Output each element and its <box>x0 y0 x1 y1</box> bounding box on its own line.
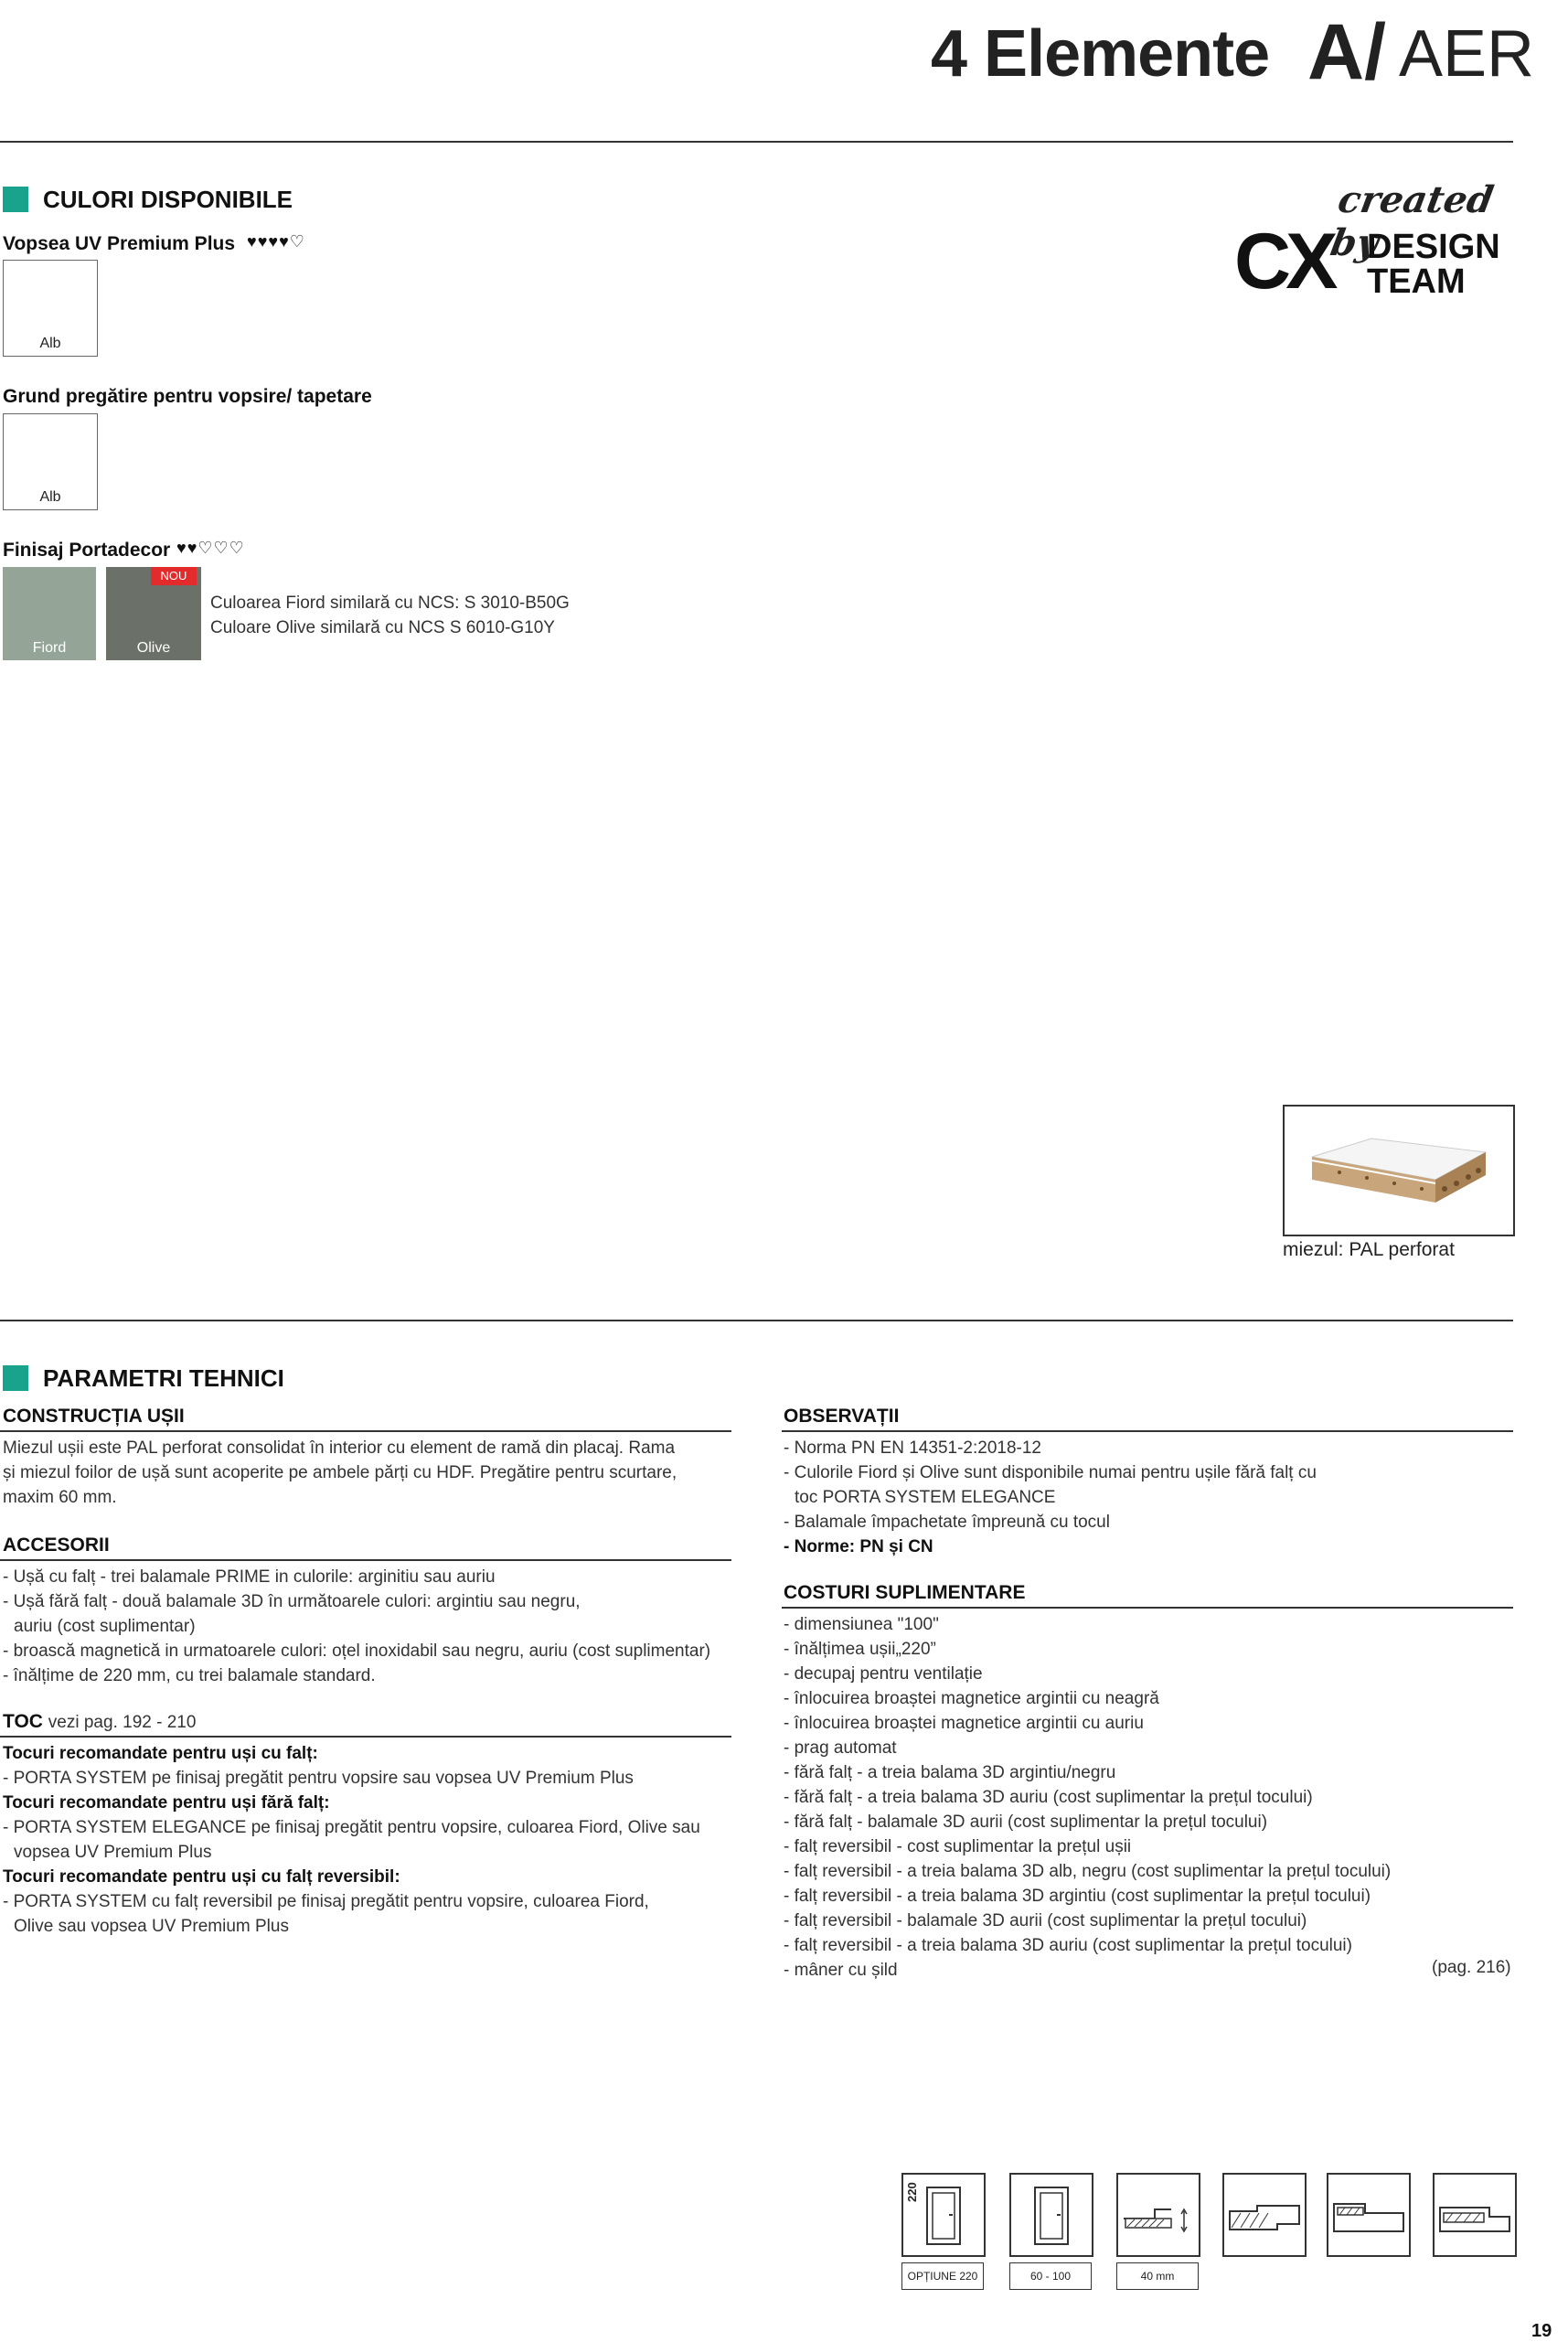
text-line: - Culorile Fiord și Olive sunt disponibile numai pentru ușile fără falț cu <box>784 1463 1317 1482</box>
text-line: - înlocuirea broaștei magnetice argintii cu auriu <box>784 1714 1144 1733</box>
toc-heading: TOC <box>3 1711 43 1732</box>
page-title-number: 4 Elemente <box>931 17 1270 91</box>
text-line: și miezul foilor de ușă sunt acoperite pe ambele părți cu HDF. Pregătire pentru scurtare, <box>3 1463 677 1482</box>
toc-page-ref: vezi pag. 192 - 210 <box>48 1713 197 1732</box>
text-line: - prag automat <box>784 1738 897 1758</box>
text-line: - falț reversibil - a treia balama 3D auriu (cost suplimentar la prețul tocului) <box>784 1936 1352 1955</box>
text-line: Tocuri recomandate pentru uși cu falț: <box>3 1744 318 1763</box>
text-line: auriu (cost suplimentar) <box>14 1617 196 1636</box>
text-line: maxim 60 mm. <box>3 1488 117 1507</box>
heading-underline <box>0 1736 731 1738</box>
text-line: - înlocuirea broaștei magnetice argintii cu neagră <box>784 1689 1159 1708</box>
text-line: - falț reversibil - cost suplimentar la prețul ușii <box>784 1837 1132 1856</box>
logo-cx: CX <box>1234 218 1333 305</box>
reversible-rebate-icon <box>1433 2173 1517 2257</box>
door-thickness-icon <box>1116 2173 1200 2257</box>
page-title-series: A/ <box>1307 8 1386 96</box>
section-divider <box>0 1320 1513 1321</box>
heading-underline <box>782 1430 1513 1432</box>
flush-door-icon <box>1327 2173 1411 2257</box>
colors-section-title: CULORI DISPONIBILE <box>43 186 293 213</box>
page-reference: (pag. 216) <box>1432 1958 1511 1977</box>
text-line: - decupaj pentru ventilație <box>784 1664 983 1684</box>
color-group-title: Finisaj Portadecor <box>3 540 171 561</box>
text-line: toc PORTA SYSTEM ELEGANCE <box>795 1488 1056 1507</box>
logo-created-by: created by <box>1327 178 1497 264</box>
observations-text <box>784 1436 1317 1559</box>
extra-costs-heading: COSTURI SUPLIMENTARE <box>784 1582 1026 1603</box>
caption-optiune-220: OPȚIUNE 220 <box>901 2262 984 2290</box>
text-line: - falț reversibil - a treia balama 3D argintiu (cost suplimentar la prețul tocului) <box>784 1887 1371 1906</box>
text-line: - înălțimea ușii„220” <box>784 1640 936 1659</box>
text-line: - Balamale împachetate împreună cu tocul <box>784 1513 1110 1532</box>
page-number: 19 <box>1531 2321 1552 2341</box>
swatch-alb <box>3 260 98 357</box>
page-title-model: AER <box>1399 17 1535 91</box>
construction-heading: CONSTRUCȚIA UȘII <box>3 1406 185 1427</box>
text-line: Miezul ușii este PAL perforat consolidat în interior cu element de ramă din placaj. Rama <box>3 1438 676 1458</box>
text-line: Tocuri recomandate pentru uși cu falț reversibil: <box>3 1867 400 1887</box>
observations-heading: OBSERVAȚII <box>784 1406 900 1427</box>
logo-design: DESIGN <box>1367 228 1500 266</box>
text-line: - Norme: PN și CN <box>784 1537 933 1556</box>
swatch-label: Alb <box>39 336 61 351</box>
text-line: vopsea UV Premium Plus <box>14 1843 212 1862</box>
new-badge: NOU <box>151 567 197 585</box>
ncs-note: Culoare Olive similară cu NCS S 6010-G10Y <box>210 618 555 637</box>
swatch-fiord <box>3 567 96 660</box>
tech-section-title: PARAMETRI TEHNICI <box>43 1364 284 1392</box>
ncs-note: Culoarea Fiord similară cu NCS: S 3010-B50G <box>210 594 570 613</box>
section-marker <box>3 187 28 212</box>
text-line: - PORTA SYSTEM cu falț reversibil pe finisaj pregătit pentru vopsire, culoarea Fiord, <box>3 1892 649 1911</box>
text-line: Tocuri recomandate pentru uși fără falț: <box>3 1793 330 1813</box>
pal-perforat-icon <box>1285 1107 1513 1235</box>
header-divider <box>0 141 1513 143</box>
swatch-label: Olive <box>136 640 171 656</box>
core-caption: miezul: PAL perforat <box>1283 1239 1455 1260</box>
toc-heading-line <box>3 1711 196 1733</box>
logo-team: TEAM <box>1367 262 1466 301</box>
section-marker <box>3 1365 28 1391</box>
core-material-image <box>1283 1105 1515 1236</box>
text-line: - fără falț - a treia balama 3D argintiu/negru <box>784 1763 1116 1782</box>
heading-underline <box>0 1430 731 1432</box>
swatch-alb <box>3 413 98 510</box>
text-line: Olive sau vopsea UV Premium Plus <box>14 1917 289 1936</box>
text-line: - înălțime de 220 mm, cu trei balamale standard. <box>3 1666 376 1685</box>
door-width-icon <box>1009 2173 1093 2257</box>
text-line: - Ușă cu falț - trei balamale PRIME in culorile: arginitiu sau auriu <box>3 1567 496 1587</box>
heading-underline <box>782 1607 1513 1609</box>
swatch-label: Fiord <box>32 640 67 656</box>
text-line: - falț reversibil - a treia balama 3D alb, negru (cost suplimentar la prețul tocului) <box>784 1862 1392 1881</box>
accessories-heading: ACCESORII <box>3 1535 110 1556</box>
rebated-door-icon <box>1222 2173 1307 2257</box>
caption-thickness: 40 mm <box>1116 2262 1199 2290</box>
cx-design-team-logo <box>1234 178 1518 305</box>
swatch-label: Alb <box>39 489 61 505</box>
caption-width: 60 - 100 <box>1009 2262 1092 2290</box>
heading-underline <box>0 1559 731 1561</box>
color-group-title: Vopsea UV Premium Plus <box>3 233 236 254</box>
text-line: - PORTA SYSTEM pe finisaj pregătit pentru vopsire sau vopsea UV Premium Plus <box>3 1769 634 1788</box>
toc-text <box>3 1741 700 1939</box>
construction-text <box>3 1436 677 1510</box>
text-line: - Norma PN EN 14351-2:2018-12 <box>784 1438 1041 1458</box>
extra-costs-text <box>784 1612 1391 1983</box>
height-220-label: 220 <box>905 2182 919 2202</box>
text-line: - mâner cu șild <box>784 1961 898 1980</box>
text-line: - PORTA SYSTEM ELEGANCE pe finisaj pregătit pentru vopsire, culoarea Fiord, Olive sau <box>3 1818 700 1837</box>
accessories-text <box>3 1565 710 1688</box>
text-line: - dimensiunea "100" <box>784 1615 939 1634</box>
text-line: - broască magnetică in urmatoarele culori: oțel inoxidabil sau negru, auriu (cost suplimentar) <box>3 1642 711 1661</box>
color-group-title: Grund pregătire pentru vopsire/ tapetare <box>3 386 372 407</box>
text-line: - falț reversibil - balamale 3D aurii (cost suplimentar la prețul tocului) <box>784 1911 1307 1930</box>
text-line: - fără falț - balamale 3D aurii (cost suplimentar la prețul tocului) <box>784 1813 1268 1832</box>
rating-hearts: ♥♥♥♥♡ <box>247 232 305 251</box>
text-line: - Ușă fără falț - două balamale 3D în următoarele culori: argintiu sau negru, <box>3 1592 581 1611</box>
text-line: - fără falț - a treia balama 3D auriu (cost suplimentar la prețul tocului) <box>784 1788 1313 1807</box>
rating-hearts: ♥♥♡♡♡ <box>176 539 245 557</box>
